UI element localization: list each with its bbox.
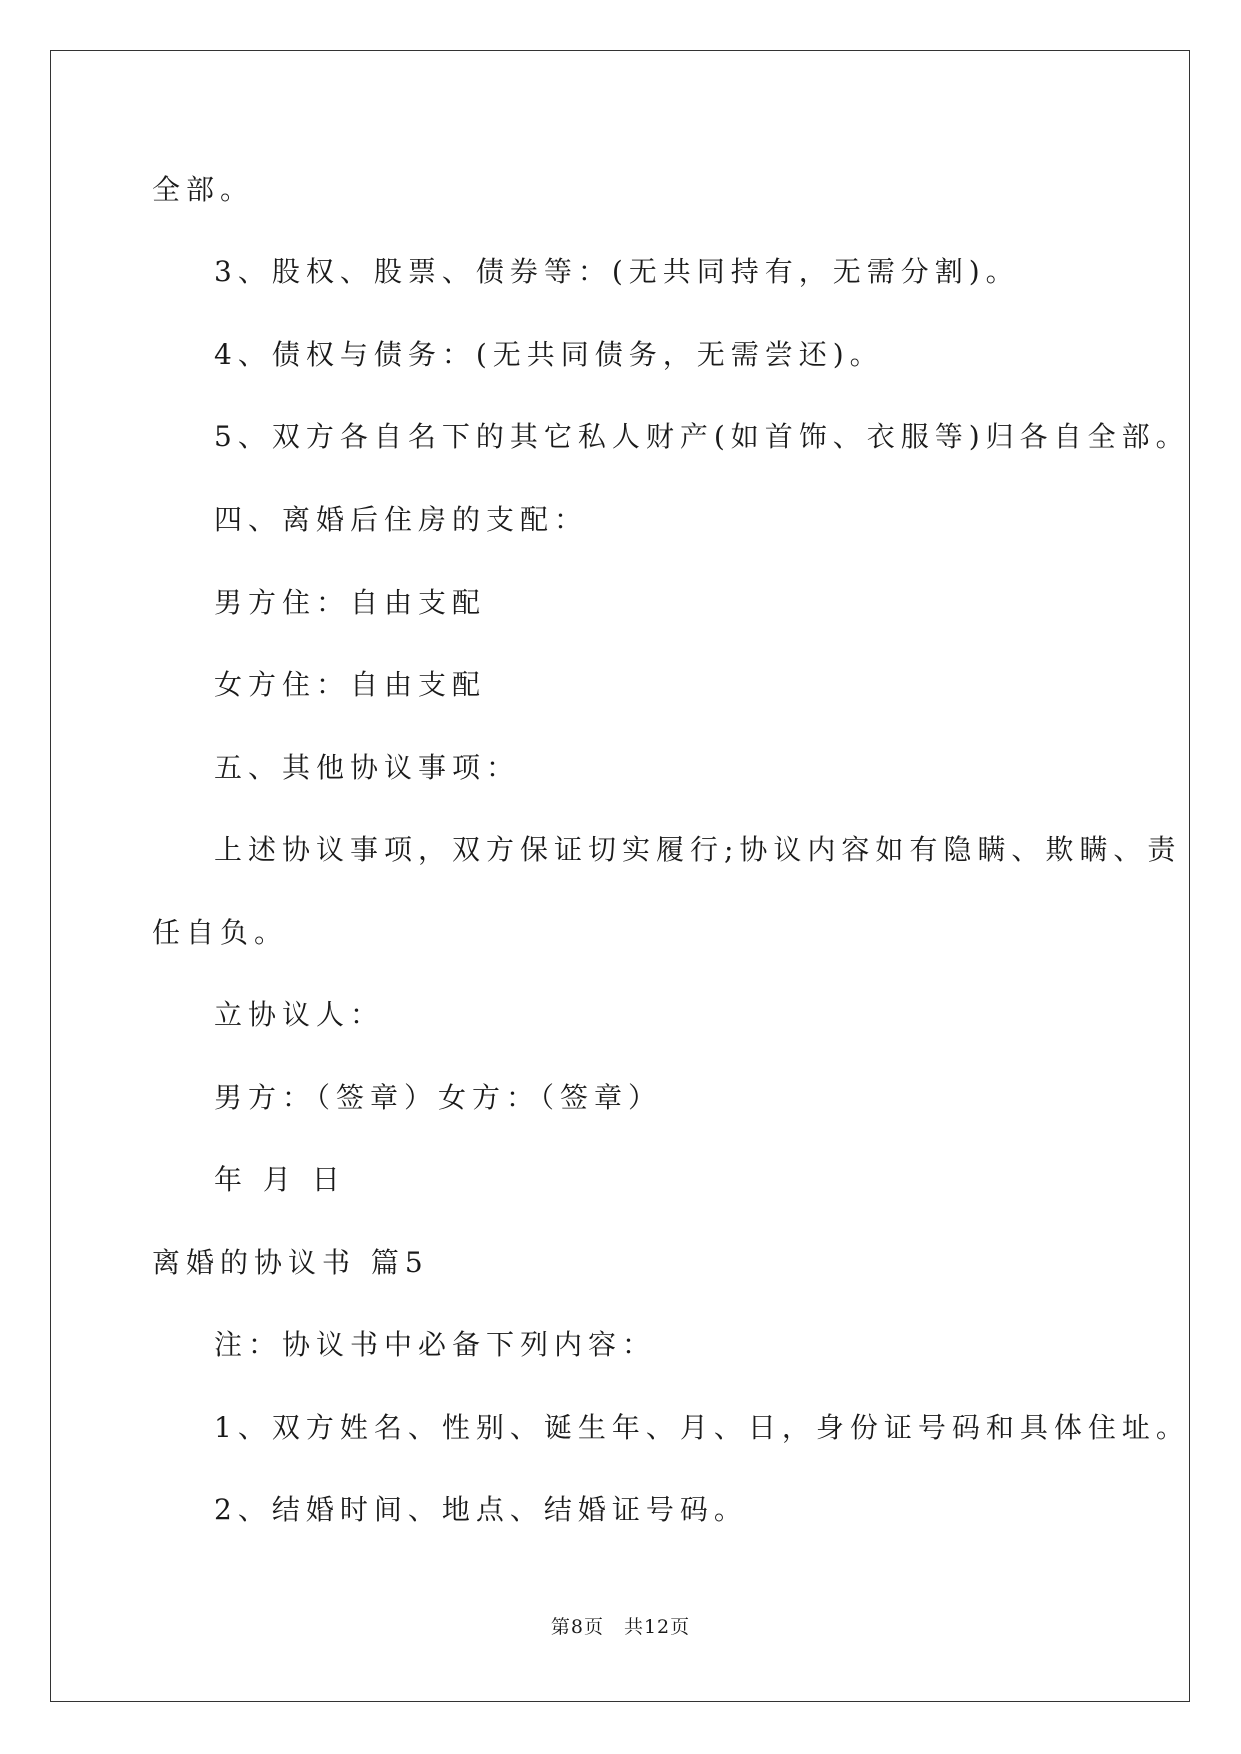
section-heading: 五、其他协议事项：	[214, 751, 521, 784]
text-line: 全部。	[152, 173, 255, 206]
text-line: 4、债权与债务：(无共同债务，无需尝还)。	[214, 338, 884, 371]
date-line: 年 月 日	[214, 1163, 346, 1196]
page-number: 第8页 共12页	[550, 1616, 691, 1638]
text-line: 女方住：自由支配	[214, 668, 487, 701]
page-border	[50, 50, 1190, 1702]
text-line: 男方住：自由支配	[214, 586, 487, 619]
section-heading: 四、离婚后住房的支配：	[214, 503, 589, 536]
text-line: 任自负。	[152, 916, 289, 949]
signature-line: 男方：（签章）女方：（签章）	[214, 1081, 663, 1114]
text-line: 3、股权、股票、债券等：(无共同持有，无需分割)。	[214, 255, 1020, 288]
text-line: 注：协议书中必备下列内容：	[214, 1328, 657, 1361]
text-line: 1、双方姓名、性别、诞生年、月、日，身份证号码和具体住址。	[214, 1411, 1190, 1444]
text-line: 上述协议事项，双方保证切实履行;协议内容如有隐瞒、欺瞒、责	[214, 833, 1182, 866]
text-line: 5、双方各自名下的其它私人财产(如首饰、衣服等)归各自全部。	[214, 420, 1190, 453]
article-title: 离婚的协议书 篇5	[152, 1246, 429, 1279]
text-line: 立协议人：	[214, 998, 385, 1031]
text-line: 2、结婚时间、地点、结婚证号码。	[214, 1493, 748, 1526]
